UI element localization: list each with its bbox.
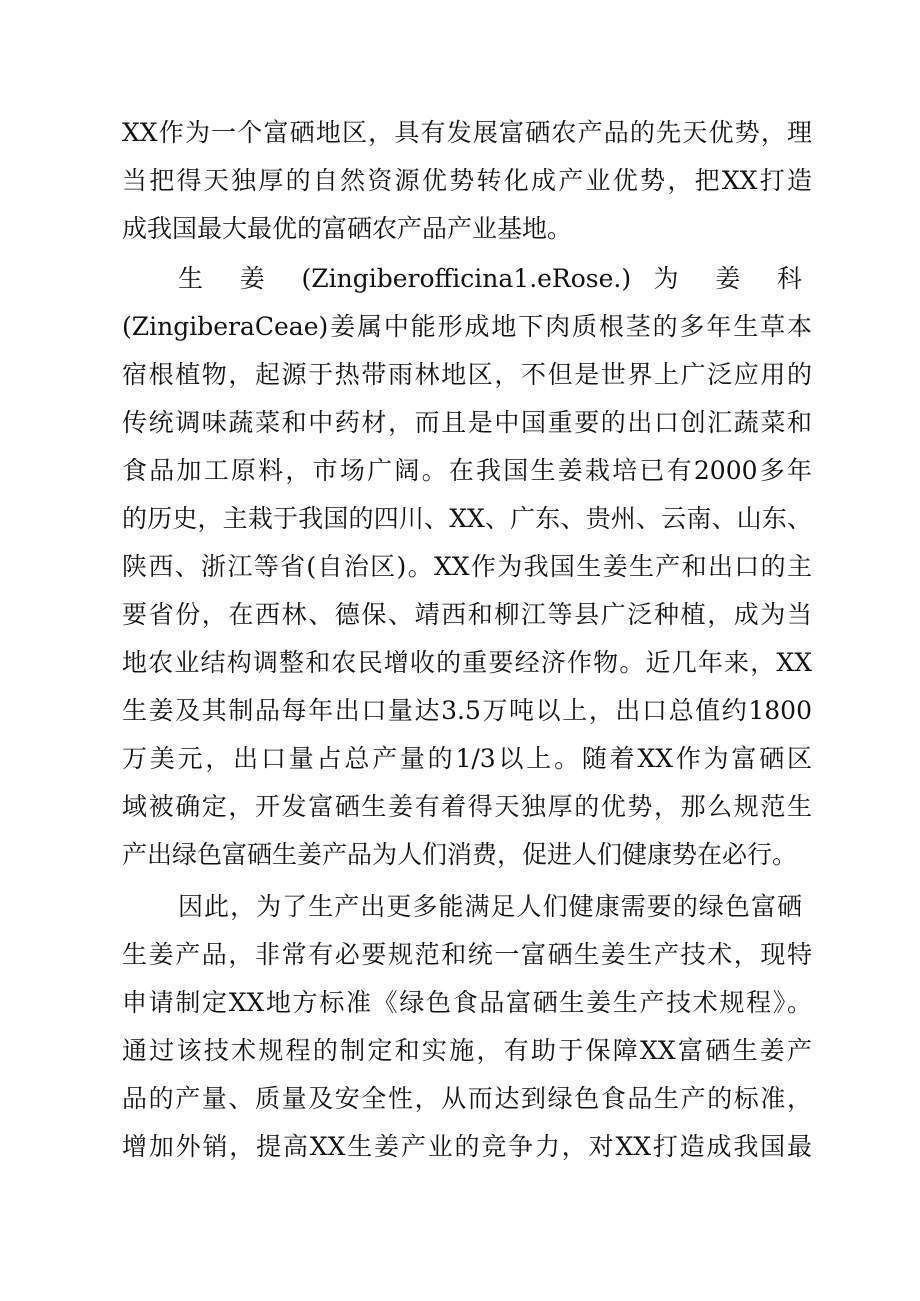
text-line: 申请制定XX地方标准《绿色食品富硒生姜生产技术规程》。 bbox=[122, 988, 812, 1017]
text-line: 成我国最大最优的富硒农产品产业基地。 bbox=[122, 214, 573, 243]
text-line: (ZingiberaCeae)姜属中能形成地下肉质根茎的多年生草本 bbox=[122, 312, 812, 341]
text-line: 生姜产品，非常有必要规范和统一富硒生姜生产技术，现特 bbox=[122, 940, 812, 969]
text-line: 通过该技术规程的制定和实施，有助于保障XX富硒生姜产 bbox=[122, 1036, 812, 1065]
text-line: XX作为一个富硒地区，具有发展富硒农产品的先天优势，理 bbox=[122, 118, 812, 147]
text-line: 增加外销，提高XX生姜产业的竞争力，对XX打造成我国最 bbox=[122, 1132, 812, 1161]
text-line: 的历史，主栽于我国的四川、XX、广东、贵州、云南、山东、 bbox=[122, 504, 812, 533]
text-line: 要省份，在西林、德保、靖西和柳江等县广泛种植，成为当 bbox=[122, 600, 812, 629]
text-line: 域被确定，开发富硒生姜有着得天独厚的优势，那么规范生 bbox=[122, 792, 812, 821]
text-line: 地农业结构调整和农民增收的重要经济作物。近几年来，XX bbox=[122, 648, 812, 677]
text-line: 万美元，出口量占总产量的1/3以上。随着XX作为富硒区 bbox=[122, 744, 812, 773]
text-line: 食品加工原料，市场广阔。在我国生姜栽培已有2000多年 bbox=[122, 456, 812, 485]
text-line: 品的产量、质量及安全性，从而达到绿色食品生产的标准， bbox=[122, 1084, 812, 1113]
text-line: 产出绿色富硒生姜产品为人们消费，促进人们健康势在必行。 bbox=[122, 840, 798, 869]
text-line: 生 姜 (Zingiberofficina1.eRose.) 为 姜 科 bbox=[178, 264, 802, 293]
text-line: 陕西、浙江等省(自治区)。XX作为我国生姜生产和出口的主 bbox=[122, 552, 812, 581]
text-line: 生姜及其制品每年出口量达3.5万吨以上，出口总值约1800 bbox=[122, 696, 812, 725]
text-line: 传统调味蔬菜和中药材，而且是中国重要的出口创汇蔬菜和 bbox=[122, 408, 812, 437]
text-line: 因此，为了生产出更多能满足人们健康需要的绿色富硒 bbox=[178, 892, 802, 921]
text-line: 宿根植物，起源于热带雨林地区，不但是世界上广泛应用的 bbox=[122, 360, 812, 389]
text-line: 当把得天独厚的自然资源优势转化成产业优势，把XX打造 bbox=[122, 166, 812, 195]
